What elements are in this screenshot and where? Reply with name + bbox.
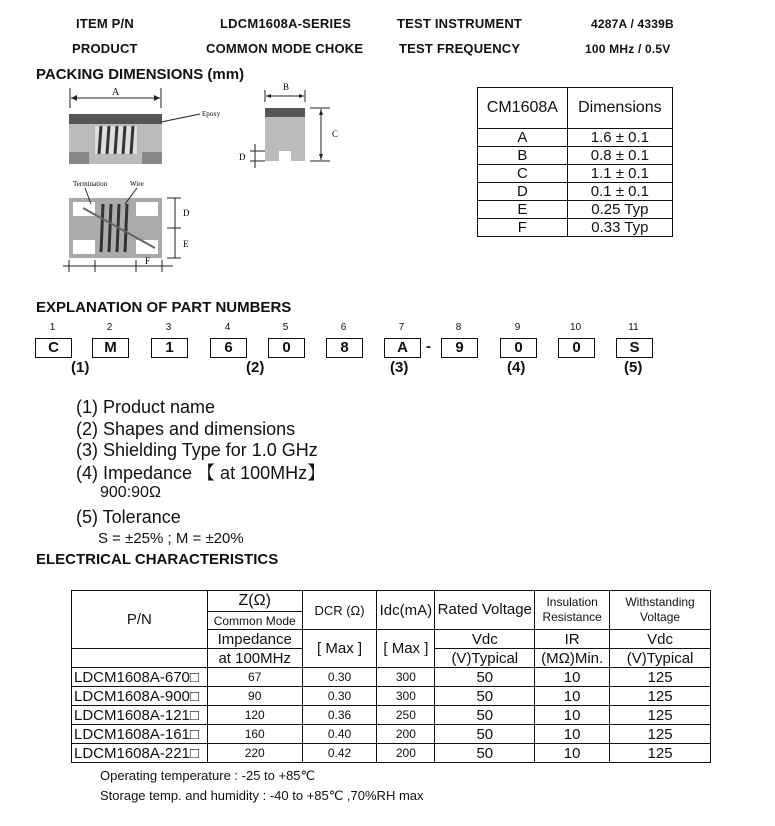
cell-z: 160 bbox=[207, 725, 302, 744]
part-group-label: (5) bbox=[624, 359, 643, 376]
header-z: Z(Ω) bbox=[207, 591, 302, 612]
explanation-item: (3) Shielding Type for 1.0 GHz bbox=[76, 440, 318, 460]
cell-dcr: 0.30 bbox=[302, 687, 377, 706]
dims-key: B bbox=[478, 147, 568, 165]
electrical-title: ELECTRICAL CHARACTERISTICS bbox=[36, 551, 279, 568]
cell-idc: 300 bbox=[377, 668, 435, 687]
header-pn: P/N bbox=[72, 591, 208, 649]
part-index: 10 bbox=[569, 322, 582, 333]
dims-value: 1.1 ± 0.1 bbox=[567, 165, 672, 183]
cell-rated: 50 bbox=[435, 706, 535, 725]
part-char-box: A bbox=[384, 338, 421, 358]
header-impedance: Impedance bbox=[207, 630, 302, 649]
cell-ir: 10 bbox=[535, 668, 610, 687]
header-insulation: Insulation Resistance bbox=[535, 591, 610, 630]
part-char-box: 0 bbox=[500, 338, 537, 358]
label-wire: Wire bbox=[130, 180, 144, 188]
header-idc: Idc(mA) bbox=[377, 591, 435, 630]
label-epoxy: Epoxy bbox=[202, 110, 221, 118]
part-char-box: 8 bbox=[326, 338, 363, 358]
dims-value: 0.25 Typ bbox=[567, 201, 672, 219]
dim-label-b: B bbox=[283, 82, 290, 92]
header-z-sub: Common Mode bbox=[207, 612, 302, 630]
part-char-box: M bbox=[92, 338, 129, 358]
cell-dcr: 0.36 bbox=[302, 706, 377, 725]
product-value: COMMON MODE CHOKE bbox=[206, 41, 364, 56]
test-instrument-label: TEST INSTRUMENT bbox=[397, 16, 523, 31]
cell-withstand: 125 bbox=[610, 744, 711, 763]
cell-idc: 200 bbox=[377, 725, 435, 744]
part-char-box: 1 bbox=[151, 338, 188, 358]
packing-drawing bbox=[55, 80, 365, 280]
part-group-label: (3) bbox=[390, 359, 409, 376]
table-row bbox=[478, 183, 673, 201]
table-row bbox=[478, 219, 673, 237]
part-index: 9 bbox=[514, 322, 521, 333]
part-char-box: 6 bbox=[210, 338, 247, 358]
part-numbers-title: EXPLANATION OF PART NUMBERS bbox=[36, 299, 292, 316]
header-vdc: Vdc bbox=[435, 630, 535, 649]
cell-dcr: 0.30 bbox=[302, 668, 377, 687]
cell-withstand: 125 bbox=[610, 687, 711, 706]
table-row bbox=[72, 687, 711, 706]
header-mohm: (MΩ)Min. bbox=[535, 649, 610, 668]
part-index: 6 bbox=[340, 322, 347, 333]
note-operating-temp: Operating temperature : -25 to +85℃ bbox=[100, 768, 316, 783]
dims-key: C bbox=[478, 165, 568, 183]
dim-label-a: A bbox=[112, 87, 120, 98]
explanation-item: S = ±25% ; M = ±20% bbox=[98, 530, 244, 547]
header-vtyp2: (V)Typical bbox=[610, 649, 711, 668]
part-char-box: 0 bbox=[268, 338, 305, 358]
cell-withstand: 125 bbox=[610, 725, 711, 744]
cell-ir: 10 bbox=[535, 744, 610, 763]
product-label: PRODUCT bbox=[72, 41, 138, 56]
test-instrument-value: 4287A / 4339B bbox=[591, 17, 674, 31]
cell-rated: 50 bbox=[435, 744, 535, 763]
table-row bbox=[72, 668, 711, 687]
dims-header-model: CM1608A bbox=[478, 88, 568, 129]
explanation-item: (1) Product name bbox=[76, 397, 216, 417]
dim-label-d: D bbox=[239, 152, 246, 162]
header-dcr-max: [ Max ] bbox=[302, 630, 377, 668]
cell-z: 220 bbox=[207, 744, 302, 763]
part-index: 1 bbox=[49, 322, 56, 333]
packing-title: PACKING DIMENSIONS (mm) bbox=[36, 66, 245, 83]
test-frequency-label: TEST FREQUENCY bbox=[399, 41, 521, 56]
dim-label-d2: D bbox=[183, 208, 190, 218]
part-index: 5 bbox=[282, 322, 289, 333]
cell-pn: LDCM1608A-900□ bbox=[72, 687, 208, 706]
cell-dcr: 0.40 bbox=[302, 725, 377, 744]
explanation-item: (4) Impedance 【 at 100MHz】 bbox=[76, 463, 326, 483]
cell-pn: LDCM1608A-670□ bbox=[72, 668, 208, 687]
cell-z: 90 bbox=[207, 687, 302, 706]
item-pn-label: ITEM P/N bbox=[76, 16, 134, 31]
cell-withstand: 125 bbox=[610, 668, 711, 687]
part-index: 2 bbox=[106, 322, 113, 333]
part-char-box: S bbox=[616, 338, 653, 358]
cell-ir: 10 bbox=[535, 706, 610, 725]
dims-key: D bbox=[478, 183, 568, 201]
cell-z: 120 bbox=[207, 706, 302, 725]
cell-ir: 10 bbox=[535, 725, 610, 744]
item-pn-value: LDCM1608A-SERIES bbox=[220, 16, 352, 31]
header-ir: IR bbox=[535, 630, 610, 649]
table-row bbox=[72, 725, 711, 744]
dim-label-c: C bbox=[332, 129, 339, 139]
dim-label-f: F bbox=[145, 256, 151, 266]
label-termination: Termination bbox=[73, 180, 108, 188]
header-vtyp: (V)Typical bbox=[435, 649, 535, 668]
part-group-label: (1) bbox=[71, 359, 90, 376]
part-index: 7 bbox=[398, 322, 405, 333]
part-char-box: C bbox=[35, 338, 72, 358]
part-index: 11 bbox=[628, 322, 639, 333]
table-row bbox=[72, 706, 711, 725]
part-index: 8 bbox=[455, 322, 462, 333]
cell-pn: LDCM1608A-161□ bbox=[72, 725, 208, 744]
table-row bbox=[72, 744, 711, 763]
header-idc-max: [ Max ] bbox=[377, 630, 435, 668]
part-group-label: (2) bbox=[246, 359, 265, 376]
table-row bbox=[478, 165, 673, 183]
explanation-item: 900:90Ω bbox=[100, 484, 161, 501]
cell-idc: 300 bbox=[377, 687, 435, 706]
table-row bbox=[478, 201, 673, 219]
explanation-item: (2) Shapes and dimensions bbox=[76, 419, 296, 439]
dims-value: 1.6 ± 0.1 bbox=[567, 129, 672, 147]
header-vdc2: Vdc bbox=[610, 630, 711, 649]
dims-key: E bbox=[478, 201, 568, 219]
header-withstanding: Withstanding Voltage bbox=[610, 591, 711, 630]
test-frequency-value: 100 MHz / 0.5V bbox=[585, 42, 671, 56]
header-dcr: DCR (Ω) bbox=[302, 591, 377, 630]
dims-key: F bbox=[478, 219, 568, 237]
explanation-item: (5) Tolerance bbox=[76, 507, 181, 527]
cell-rated: 50 bbox=[435, 687, 535, 706]
dims-value: 0.8 ± 0.1 bbox=[567, 147, 672, 165]
cell-z: 67 bbox=[207, 668, 302, 687]
cell-idc: 200 bbox=[377, 744, 435, 763]
note-storage: Storage temp. and humidity : -40 to +85℃ ,70%RH max bbox=[100, 788, 424, 803]
table-row bbox=[478, 147, 673, 165]
cell-idc: 250 bbox=[377, 706, 435, 725]
table-row bbox=[478, 129, 673, 147]
header-at100: at 100MHz bbox=[207, 649, 302, 668]
cell-withstand: 125 bbox=[610, 706, 711, 725]
cell-rated: 50 bbox=[435, 725, 535, 744]
dims-value: 0.33 Typ bbox=[567, 219, 672, 237]
part-group-label: (4) bbox=[507, 359, 526, 376]
electrical-table bbox=[71, 590, 711, 763]
part-index: 3 bbox=[165, 322, 172, 333]
dims-header-dimensions: Dimensions bbox=[567, 88, 672, 129]
cell-ir: 10 bbox=[535, 687, 610, 706]
dims-value: 0.1 ± 0.1 bbox=[567, 183, 672, 201]
part-char-box: 0 bbox=[558, 338, 595, 358]
cell-rated: 50 bbox=[435, 668, 535, 687]
part-char-box: 9 bbox=[441, 338, 478, 358]
header-rated: Rated Voltage bbox=[435, 591, 535, 630]
cell-dcr: 0.42 bbox=[302, 744, 377, 763]
part-dash: - bbox=[426, 338, 431, 355]
cell-pn: LDCM1608A-221□ bbox=[72, 744, 208, 763]
dim-label-e: E bbox=[183, 239, 189, 249]
cell-pn: LDCM1608A-121□ bbox=[72, 706, 208, 725]
part-index: 4 bbox=[224, 322, 231, 333]
dimensions-table bbox=[477, 87, 673, 237]
dims-key: A bbox=[478, 129, 568, 147]
